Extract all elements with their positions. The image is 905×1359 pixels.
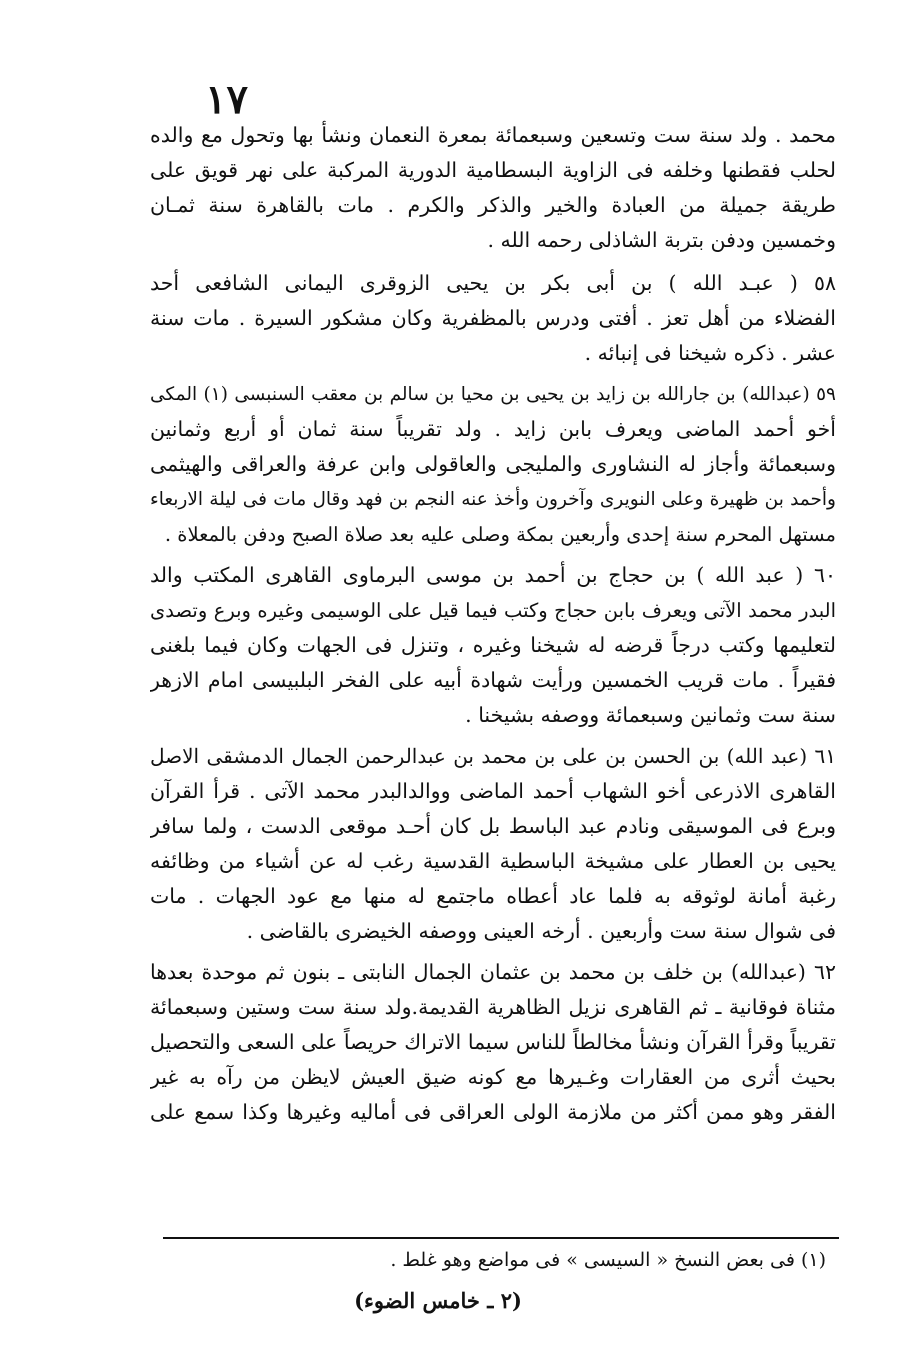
entry-58: [150, 266, 836, 371]
body-text: [150, 118, 836, 1130]
text-line: ٦١ (عبد الله) بن الحسن بن على بن محمد بن عبدالرحمن الجمال الدمشقى الاصل: [150, 744, 836, 768]
text-line: سنة ست وثمانين وسبعمائة ووصفه بشيخنا .: [465, 703, 836, 727]
text-line: أخو أحمد الماضى ويعرف بابن زايد . ولد تقريباً سنة ثمان أو أربع وثمانين: [150, 417, 836, 441]
text-line: بحيث أثرى من العقارات وغـيرها مع كونه ضيق العيش لايظن من رآه به غير: [150, 1065, 836, 1089]
text-line: ٥٩ (عبدالله) بن جارالله بن زايد بن يحيى بن محيا بن سالم بن معقب السنبسى (١) المكى: [150, 384, 836, 405]
entry-59: [150, 377, 836, 552]
text-line: البدر محمد الآتى ويعرف بابن حجاج وكتب فيما قيل على الوسيمى وغيره وبرع وتصدى: [150, 599, 836, 622]
text-line: يحيى بن العطار على مشيخة الباسطية القدسية رغب له عن أشياء من وظائفه: [150, 849, 836, 873]
text-line: وخمسين ودفن بتربة الشاذلى رحمه الله .: [487, 228, 836, 252]
text-line: وأحمد بن ظهيرة وعلى النويرى وآخرون وأخذ عنه النجم بن فهد وقال مات فى ليلة الاربعاء: [150, 489, 836, 510]
entry-61: [150, 739, 836, 949]
text-line: القاهرى الاذرعى أخو الشهاب أحمد الماضى ووالدالبدر محمد الآتى . قرأ القرآن: [150, 779, 836, 803]
entry-60: [150, 558, 836, 733]
text-line: طريقة جميلة من العبادة والخير والذكر والكرم . مات بالقاهرة سنة ثمـان: [150, 193, 836, 217]
text-line: رغبة أمانة لوثوقه به فلما عاد أعطاه ماجتمع له منها مع عود الجهات . مات: [150, 884, 836, 908]
text-line: ٦٠ ( عبد الله ) بن حجاج بن أحمد بن موسى البرماوى القاهرى المكتب والد: [150, 563, 836, 587]
footnote: (١) فى بعض النسخ « السيسى » فى مواضع وهو غلط .: [390, 1249, 826, 1271]
signature-mark: (٢ ـ خامس الضوء): [354, 1288, 522, 1313]
text-line: وسبعمائة وأجاز له النشاورى والمليجى والعاقولى وابن عرفة والعراقى والهيثمى: [150, 452, 836, 476]
text-line: مثناة فوقانية ـ ثم القاهرى نزيل الظاهرية القديمة.ولد سنة ست وستين وسبعمائة: [150, 995, 836, 1019]
text-line: فقيراً . مات قريب الخمسين ورأيت شهادة أبيه على الفخر البلبيسى امام الازهر: [150, 668, 836, 692]
text-line: وبرع فى الموسيقى ونادم عبد الباسط بل كان أحـد موقعى الدست ، ولما سافر: [150, 814, 836, 838]
text-line: تقريباً وقرأ القرآن ونشأ مخالطاً للناس سيما الاتراك حريصاً على السعى والتحصيل: [150, 1030, 836, 1054]
page-number: ١٧: [205, 76, 248, 123]
text-line: فى شوال سنة ست وأربعين . أرخه العينى ووصفه الخيضرى بالقاضى .: [246, 919, 836, 943]
text-line: لحلب فقطنها وخلفه فى الزاوية البسطامية الدورية المركبة على نهر قويق على: [150, 158, 836, 182]
text-line: عشر . ذكره شيخنا فى إنبائه .: [584, 341, 836, 365]
entry-62: [150, 955, 836, 1130]
text-line: الفضلاء من أهل تعز . أفتى ودرس بالمظفرية وكان مشكور السيرة . مات سنة: [150, 306, 836, 330]
paragraph-intro: [150, 118, 836, 258]
text-line: الفقر وهو ممن أكثر من ملازمة الولى العراقى فى أماليه وغيرها وكذا سمع على: [150, 1100, 836, 1124]
text-line: ٦٢ (عبدالله) بن خلف بن محمد بن عثمان الجمال النابتى ـ بنون ثم موحدة بعدها: [150, 960, 836, 984]
text-line: محمد . ولد سنة ست وتسعين وسبعمائة بمعرة النعمان ونشأ بها وتحول مع والده: [150, 123, 836, 147]
text-line: ٥٨ ( عبـد الله ) بن أبى بكر بن يحيى الزوقرى اليمانى الشافعى أحد: [150, 271, 836, 295]
footnote-divider: [163, 1237, 839, 1239]
text-line: مستهل المحرم سنة إحدى وأربعين بمكة وصلى عليه بعد صلاة الصبح ودفن بالمعلاة .: [164, 523, 836, 546]
text-line: لتعليمها وكتب درجاً قرضه له شيخنا وغيره ، وتنزل فى الجهات وكان فيما بلغنى: [150, 633, 836, 657]
